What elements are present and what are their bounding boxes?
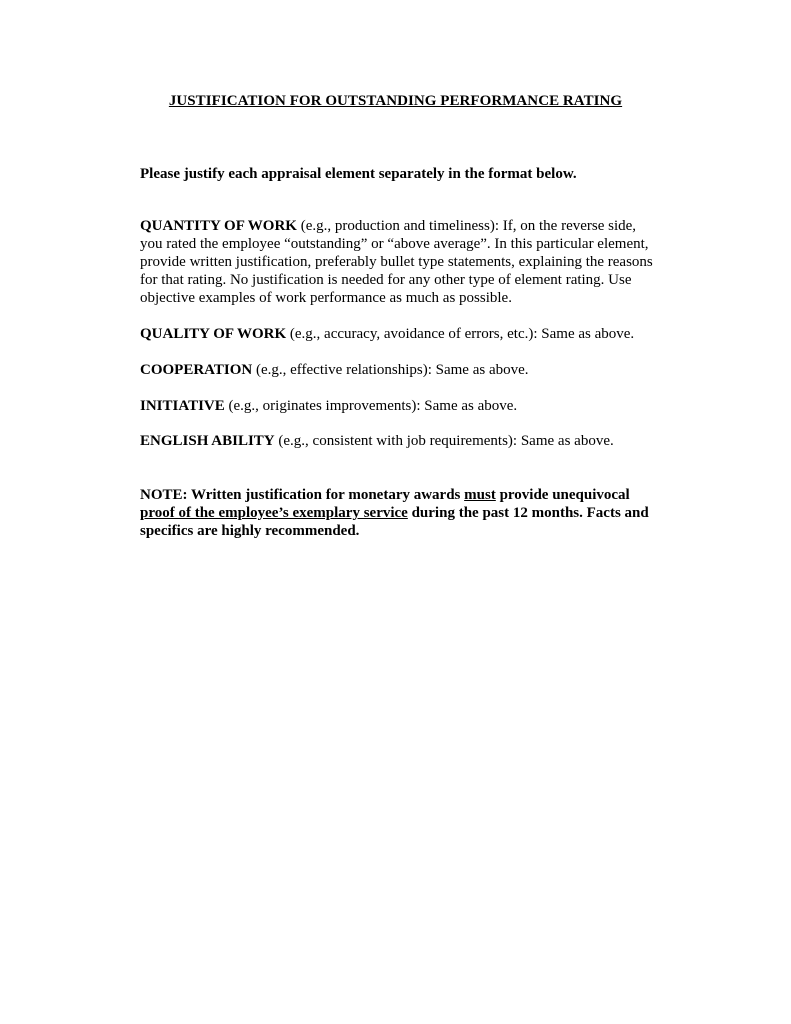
element-quantity-of-work: [140, 217, 660, 307]
note-underlined-proof: proof of the employee’s exemplary service: [140, 505, 408, 521]
element-description: (e.g., originates improvements): Same as above.: [224, 398, 518, 414]
element-heading: QUALITY OF WORK: [140, 326, 287, 342]
element-heading: INITIATIVE: [140, 398, 225, 414]
element-heading: COOPERATION: [140, 362, 253, 378]
note-tail: during the past 12 months. Facts and specifics are highly recommended.: [140, 505, 649, 539]
element-initiative: [140, 397, 660, 415]
element-heading: ENGLISH ABILITY: [140, 433, 275, 449]
element-cooperation: [140, 361, 660, 379]
note-paragraph: [140, 486, 660, 540]
instruction-text: Please justify each appraisal element separately in the format below.: [140, 166, 577, 182]
page-title: JUSTIFICATION FOR OUTSTANDING PERFORMANCE RATING: [168, 93, 623, 109]
element-quality-of-work: [140, 325, 660, 343]
note-emphasis-must: must: [464, 487, 496, 503]
element-heading: QUANTITY OF WORK: [140, 218, 297, 234]
note-lead: NOTE: Written justification for monetary awards: [140, 487, 465, 503]
element-description: (e.g., accuracy, avoidance of errors, etc.): Same as above.: [286, 326, 635, 342]
element-english-ability: [140, 432, 660, 450]
element-description: (e.g., effective relationships): Same as above.: [252, 362, 529, 378]
note-middle: provide unequivocal: [495, 487, 630, 503]
element-description: (e.g., consistent with job requirements): Same as above.: [274, 433, 614, 449]
element-description: (e.g., production and timeliness): If, on the reverse side, you rated the employee “outstanding” or “above average”. In this particular element, provide written justification, preferably bullet type statements, explaining the reasons for that rating. No justification is needed for any other type of element rating. Use objective examples of work performance as much as possible.: [140, 218, 653, 306]
